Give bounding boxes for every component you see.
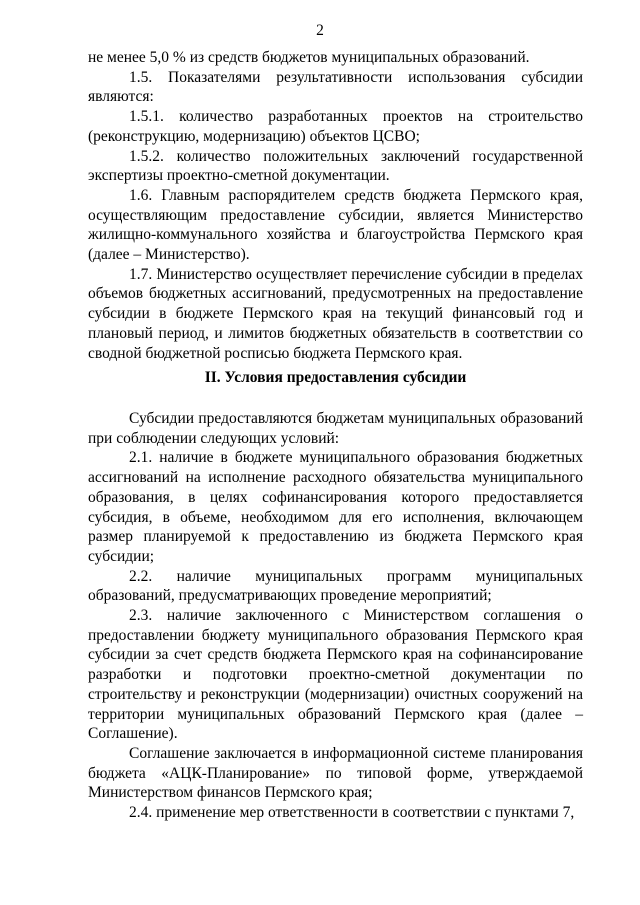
paragraph-1-5: 1.5. Показателями результативности использования субсидии являются: [88,68,583,106]
paragraph-1-7: 1.7. Министерство осуществляет перечисление субсидии в пределах объемов бюджетных ассигнований, предусмотренных на предоставление субсидии в бюджете Пермского края на текущий финансовый год и плановый период, и лимитов бюджетных обязательств в соответствии со сводной бюджетной росписью бюджета Пермского края. [88,265,583,362]
paragraph-conditions-intro: Субсидии предоставляются бюджетам муниципальных образований при соблюдении следующих условий: [88,410,583,447]
paragraph-1-6: 1.6. Главным распорядителем средств бюджета Пермского края, осуществляющим предоставление субсидии, является Министерство жилищно-коммунального хозяйства и благоустройства Пермского края (далее – Министерство). [88,186,583,264]
lower-text-block [88,409,583,823]
section-heading: II. Условия предоставления субсидии [204,369,467,386]
paragraph-2-1: 2.1. наличие в бюджете муниципального образования бюджетных ассигнований на исполнение расходного обязательства муниципального образования, в целях софинансирования которого предоставляется субсидия, в объеме, необходимом для его исполнения, включающем размер планируемой к предоставлению из бюджета Пермского края субсидии; [88,449,583,565]
paragraph-2-2: 2.2. наличие муниципальных программ муниципальных образований, предусматривающих проведение мероприятий; [88,567,583,605]
paragraph-1-5-1: 1.5.1. количество разработанных проектов на строительство (реконструкцию, модернизацию) объектов ЦСВО; [88,108,583,145]
paragraph-1-5-2: 1.5.2. количество положительных заключений государственной экспертизы проектно-сметной документации. [88,147,583,185]
paragraph-agreement: Соглашение заключается в информационной системе планирования бюджета «АЦК-Планирование» по типовой форме, утверждаемой Министерством финансов Пермского края; [88,744,583,802]
upper-text-block [88,48,583,363]
paragraph-2-3: 2.3. наличие заключенного с Министерством соглашения о предоставлении бюджету муниципального образования Пермского края субсидии за счет средств бюджета Пермского края на софинансирование разработки и подготовки проектно-сметной документации по строительству и реконструкции (модернизации) очистных сооружений на территории муниципальных образований Пермского края (далее – Соглашение). [88,607,583,743]
paragraph-continuation: не менее 5,0 % из средств бюджетов муниципальных образований. [88,49,530,66]
page-number: 2 [316,22,324,39]
paragraph-2-4: 2.4. применение мер ответственности в соответствии с пунктами 7, [129,804,575,822]
